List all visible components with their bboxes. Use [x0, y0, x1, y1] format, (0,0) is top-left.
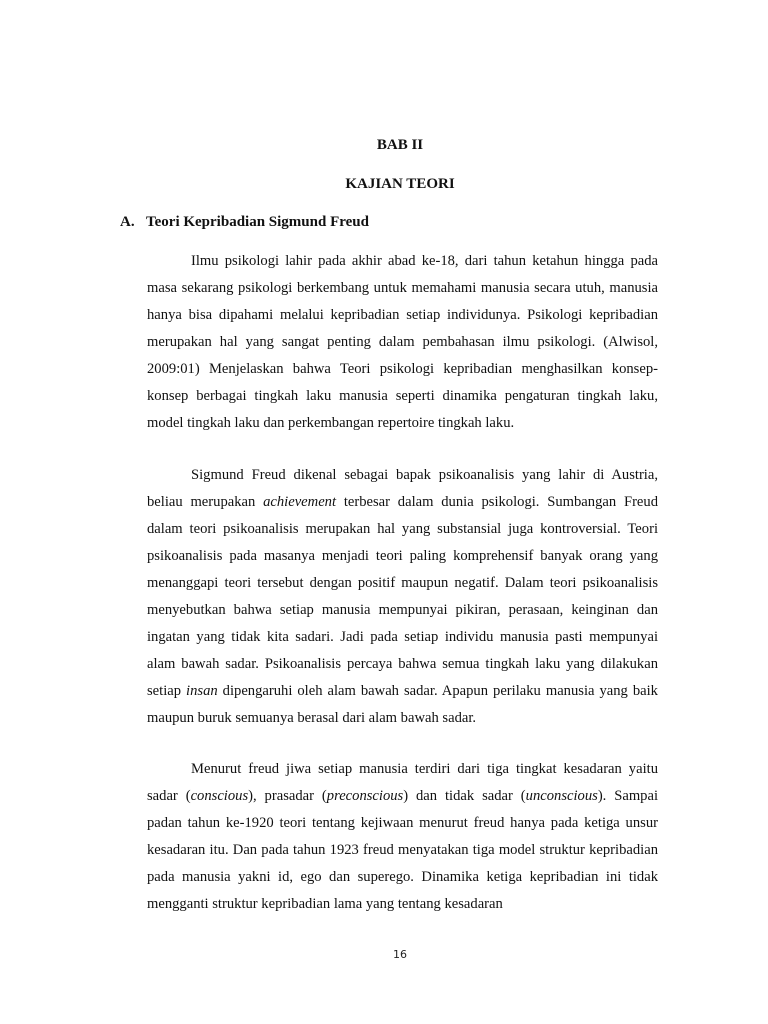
italic-term-conscious: conscious	[190, 788, 249, 804]
paragraph-text: Sigmund Freud dikenal sebagai bapak psikoanalisis yang lahir di Austria, beliau merupakan	[147, 467, 658, 510]
paragraph-3	[147, 756, 658, 918]
italic-term-unconscious: unconscious	[525, 788, 598, 804]
paragraph-1	[147, 248, 658, 437]
paragraph-text: Ilmu psikologi lahir pada akhir abad ke-18, dari tahun ketahun hingga pada masa sekarang psikologi berkembang untuk memahami manusia secara utuh, manusia hanya bisa dipahami melalui kepribadian setiap individunya. Psikologi kepribadian merupakan hal yang sangat penting dalam pembahasan ilmu psikologi. (Alwisol, 2009:01) Menjelaskan bahwa Teori psikologi kepribadian menghasilkan konsep-konsep berbagai tingkah laku manusia seperti dinamika pengaturan tingkah laku, model tingkah laku dan perkembangan repertoire tingkah laku.	[147, 253, 658, 431]
paragraph-2	[147, 462, 658, 732]
page-number: 16	[393, 948, 407, 961]
section-title: Teori Kepribadian Sigmund Freud	[146, 214, 369, 230]
paragraph-text: ) dan tidak sadar (	[403, 788, 526, 804]
paragraph-text: ), prasadar (	[248, 788, 327, 804]
paragraph-text: ). Sampai padan tahun ke-1920 teori tentang kejiwaan menurut freud hanya pada ketiga unsur kesadaran itu. Dan pada tahun 1923 freud menyatakan tiga model struktur kepribadian pada manusia yakni id, ego dan superego. Dinamika ketiga kepribadian ini tidak mengganti struktur kepribadian lama yang tentang kesadaran	[147, 788, 659, 912]
section-heading	[120, 214, 369, 231]
chapter-number: BAB II	[376, 137, 424, 153]
italic-term-achievement: achievement	[263, 494, 337, 510]
section-letter: A.	[120, 214, 135, 230]
italic-term-insan: insan	[186, 683, 218, 699]
italic-term-preconscious: preconscious	[326, 788, 404, 804]
paragraph-text: terbesar dalam dunia psikologi. Sumbangan Freud dalam teori psikoanalisis merupakan hal yang substansial juga kontroversial. Teori psikoanalisis pada masanya menjadi teori paling komprehensif banyak orang yang menanggapi teori tersebut dengan positif maupun negatif. Dalam teori psikoanalisis menyebutkan bahwa setiap manusia mempunyai pikiran, perasaan, keinginan dan ingatan yang tidak kita sadari. Jadi pada setiap individu manusia pasti mempunyai alam bawah sadar. Psikoanalisis percaya bahwa semua tingkah laku yang dilakukan setiap	[147, 494, 658, 699]
paragraph-text: dipengaruhi oleh alam bawah sadar. Apapun perilaku manusia yang baik maupun buruk semuanya berasal dari alam bawah sadar.	[147, 683, 658, 726]
paragraph-text: Menurut freud jiwa setiap manusia terdiri dari tiga tingkat kesadaran yaitu sadar (	[147, 761, 658, 804]
chapter-title: KAJIAN TEORI	[345, 176, 455, 192]
